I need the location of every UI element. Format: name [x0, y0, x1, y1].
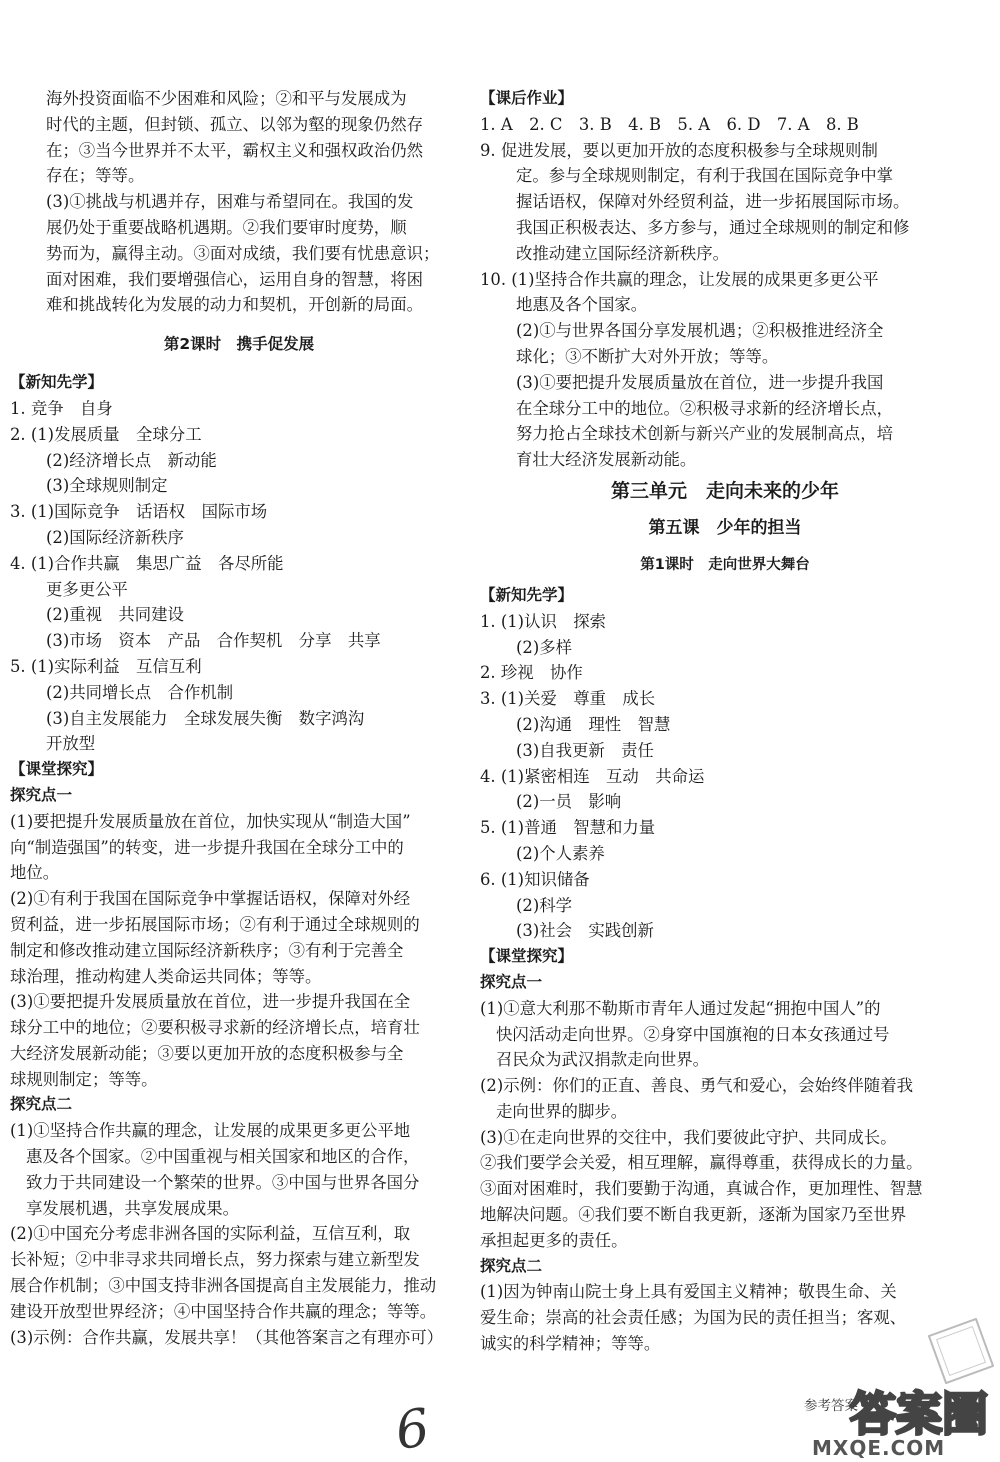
right-column-line: (3)①在走向世界的交往中，我们要彼此守护、共同成长。 — [480, 1127, 897, 1147]
left-column-line: (2)经济增长点 新动能 — [46, 450, 217, 470]
left-column-line: 在；③当今世界并不太平，霸权主义和强权政治仍然 — [46, 140, 423, 160]
left-column-line: (3)①要把提升发展质量放在首位，进一步提升我国在全 — [10, 992, 411, 1012]
left-column-line: (2)共同增长点 合作机制 — [46, 682, 234, 702]
right-column-line: 我国正积极表达、多方参与，通过全球规则的制定和修 — [516, 217, 910, 237]
left-column-line: 3. (1)国际竞争 话语权 国际市场 — [10, 502, 268, 522]
left-column-line: (3)全球规则制定 — [46, 476, 168, 496]
left-column-line: 存在；等等。 — [46, 166, 145, 186]
right-column-line: ③面对困难时，我们要勤于沟通，真诚合作，更加理性、智慧 — [480, 1179, 923, 1199]
right-column-line: 3. (1)关爱 尊重 成长 — [480, 689, 656, 709]
left-column-line: (3)市场 资本 产品 合作契机 分享 共享 — [46, 631, 381, 651]
left-column-line: 【新知先学】 — [10, 373, 104, 392]
left-column-line: 制定和修改推动建立国际经济新秩序；③有利于完善全 — [10, 940, 404, 960]
right-column-line: 爱生命；崇高的社会责任感；为国为民的责任担当；客观、 — [480, 1308, 907, 1328]
left-column-line: 【课堂探究】 — [10, 760, 104, 779]
left-column-line: 球治理，推动构建人类命运共同体；等等。 — [10, 966, 322, 986]
right-column-line: (1)因为钟南山院士身上具有爱国主义精神；敬畏生命、关 — [480, 1282, 897, 1302]
right-column-line: (1)①意大利那不勒斯市青年人通过发起“拥抱中国人”的 — [480, 998, 881, 1018]
right-column-line: (2)沟通 理性 智慧 — [516, 714, 671, 734]
left-column-line: 享发展机遇，共享发展成果。 — [26, 1198, 240, 1218]
left-column-line: (2)重视 共同建设 — [46, 605, 184, 625]
page-number: 6 — [391, 1397, 434, 1462]
right-column-line: (3)①要把提升发展质量放在首位，进一步提升我国 — [516, 372, 884, 392]
watermark-site: MXQE.COM — [812, 1436, 946, 1460]
right-column-line: 走向世界的脚步。 — [496, 1101, 628, 1121]
right-column-line: 召民众为武汉捐款走向世界。 — [496, 1050, 710, 1070]
svg-text:答案圈: 答案圈 — [850, 1387, 988, 1441]
right-column-line: (3)自我更新 责任 — [516, 740, 654, 760]
right-column-line: 承担起更多的责任。 — [480, 1230, 628, 1250]
right-column-line: (2)一员 影响 — [516, 792, 622, 812]
right-column-line: 10. (1)坚持合作共赢的理念，让发展的成果更多更公平 — [480, 269, 879, 289]
left-column-line: 向“制造强国”的转变，进一步提升我国在全球分工中的 — [10, 837, 404, 857]
left-column-line: (2)国际经济新秩序 — [46, 527, 184, 547]
right-column-line: 第三单元 走向未来的少年 — [610, 479, 839, 502]
left-column-line: (1)①坚持合作共赢的理念，让发展的成果更多更公平地 — [10, 1121, 411, 1141]
right-column-line: 育壮大经济发展新动能。 — [516, 450, 697, 470]
left-column-line: 第2课时 携手促发展 — [163, 335, 315, 354]
right-column-line: 【课后作业】 — [480, 89, 574, 107]
right-column-line: 5. (1)普通 智慧和力量 — [480, 818, 656, 838]
left-column-line: 1. 竞争 自身 — [10, 398, 113, 418]
right-column-line: 1. A 2. C 3. B 4. B 5. A 6. D 7. A 8. B — [480, 114, 859, 134]
left-column-line: 建设开放型世界经济；④中国坚持合作共赢的理念；等等。 — [10, 1301, 437, 1321]
right-column-line: (2)①与世界各国分享发展机遇；②积极推进经济全 — [516, 321, 884, 341]
right-column-line: 【新知先学】 — [480, 585, 574, 604]
left-column-line: 4. (1)合作共赢 集思广益 各尽所能 — [10, 553, 284, 573]
left-column-line: 大经济发展新动能；③要以更加开放的态度积极参与全 — [10, 1043, 404, 1063]
right-column-line: 探究点一 — [480, 972, 543, 991]
footer-label: 参考答案 — [804, 1398, 858, 1414]
right-column-line: 2. 珍视 协作 — [480, 663, 583, 683]
right-column-line: 快闪活动走向世界。②身穿中国旗袍的日本女孩通过号 — [496, 1024, 890, 1044]
right-column-line: (2)多样 — [516, 637, 572, 657]
right-column-line: 地解决问题。④我们要不断自我更新，逐渐为国家乃至世界 — [480, 1205, 907, 1225]
left-column-line: 致力于共同建设一个繁荣的世界。③中国与世界各国分 — [26, 1172, 420, 1192]
left-column-line: (3)示例：合作共赢，发展共享！（其他答案言之有理亦可） — [10, 1327, 443, 1347]
left-column-line: (2)①中国充分考虑非洲各国的实际利益，互信互利，取 — [10, 1224, 411, 1244]
left-column-line: 海外投资面临不少困难和风险；②和平与发展成为 — [46, 89, 407, 108]
right-column-line: 【课堂探究】 — [480, 947, 574, 966]
right-column-line: 第五课 少年的担当 — [648, 517, 802, 538]
right-column-line: (2)个人素养 — [516, 843, 605, 863]
right-column-line: 探究点二 — [480, 1256, 543, 1275]
left-column-line: (3)①挑战与机遇并存，困难与希望同在。我国的发 — [46, 192, 414, 212]
right-column-line: 1. (1)认识 探索 — [480, 611, 607, 631]
left-column-line: 展合作机制；③中国支持非洲各国提高自主发展能力，推动 — [10, 1276, 437, 1296]
right-column-line: (2)示例：你们的正直、善良、勇气和爱心，会始终伴随着我 — [480, 1076, 913, 1096]
left-column-line: 开放型 — [46, 734, 96, 754]
left-column — [10, 86, 468, 1350]
left-column-line: 球规则制定；等等。 — [10, 1069, 158, 1089]
left-column-line: 难和挑战转化为发展的动力和契机，开创新的局面。 — [46, 295, 423, 315]
right-column-line: 地惠及各个国家。 — [516, 295, 648, 315]
right-column-line: 4. (1)紧密相连 互动 共命运 — [480, 766, 705, 786]
right-column-line: 第1课时 走向世界大舞台 — [640, 556, 810, 573]
right-column-line: (3)社会 实践创新 — [516, 921, 654, 941]
left-column-line: 地位。 — [10, 863, 60, 883]
right-column-line: 定。参与全球规则制定，有利于我国在国际竞争中掌 — [516, 166, 893, 186]
left-column-line: 贸利益，进一步拓展国际市场；②有利于通过全球规则的 — [10, 914, 420, 934]
left-column-line: (3)自主发展能力 全球发展失衡 数字鸿沟 — [46, 708, 365, 728]
left-column-line: 惠及各个国家。②中国重视与相关国家和地区的合作， — [26, 1147, 420, 1167]
left-column-line: (1)要把提升发展质量放在首位，加快实现从“制造大国” — [10, 811, 411, 831]
right-column-line: 诚实的科学精神；等等。 — [480, 1334, 661, 1354]
right-column-line: 努力抢占全球技术创新与新兴产业的发展制高点，培 — [516, 424, 893, 444]
stamp-icon — [928, 1318, 994, 1384]
right-column-line: ②我们要学会关爱，相互理解，赢得尊重，获得成长的力量。 — [480, 1153, 923, 1173]
left-column-line: 展仍处于重要战略机遇期。②我们要审时度势，顺 — [46, 217, 407, 237]
left-column-line: 势而为，赢得主动。③面对成绩，我们要有忧患意识； — [46, 243, 440, 263]
left-column-line: 探究点一 — [10, 785, 73, 804]
left-column-line: 5. (1)实际利益 互信互利 — [10, 656, 202, 676]
right-column-line: 球化；③不断扩大对外开放；等等。 — [516, 346, 779, 366]
left-column-line: 更多更公平 — [46, 579, 128, 599]
left-column-line: 探究点二 — [10, 1095, 73, 1114]
left-column-line: 2. (1)发展质量 全球分工 — [10, 424, 202, 444]
left-column-line: 面对困难，我们要增强信心，运用自身的智慧，将困 — [46, 269, 423, 289]
left-column-line: 长补短；②中非寻求共同增长点，努力探索与建立新型发 — [10, 1250, 420, 1270]
right-column-line: (2)科学 — [516, 895, 572, 915]
right-column — [480, 86, 970, 1357]
right-column-line: 在全球分工中的地位。②积极寻求新的经济增长点， — [516, 398, 893, 418]
left-column-line: (2)①有利于我国在国际竞争中掌握话语权，保障对外经 — [10, 889, 411, 909]
left-column-line: 球分工中的地位；②要积极寻求新的经济增长点，培育壮 — [10, 1018, 420, 1038]
left-column-line: 时代的主题，但封锁、孤立、以邻为壑的现象仍然存 — [46, 114, 423, 134]
right-column-line: 改推动建立国际经济新秩序。 — [516, 243, 730, 263]
right-column-line: 6. (1)知识储备 — [480, 869, 590, 889]
right-column-line: 9. 促进发展，要以更加开放的态度积极参与全球规则制 — [480, 140, 878, 160]
right-column-line: 握话语权，保障对外经贸利益，进一步拓展国际市场。 — [516, 192, 910, 212]
